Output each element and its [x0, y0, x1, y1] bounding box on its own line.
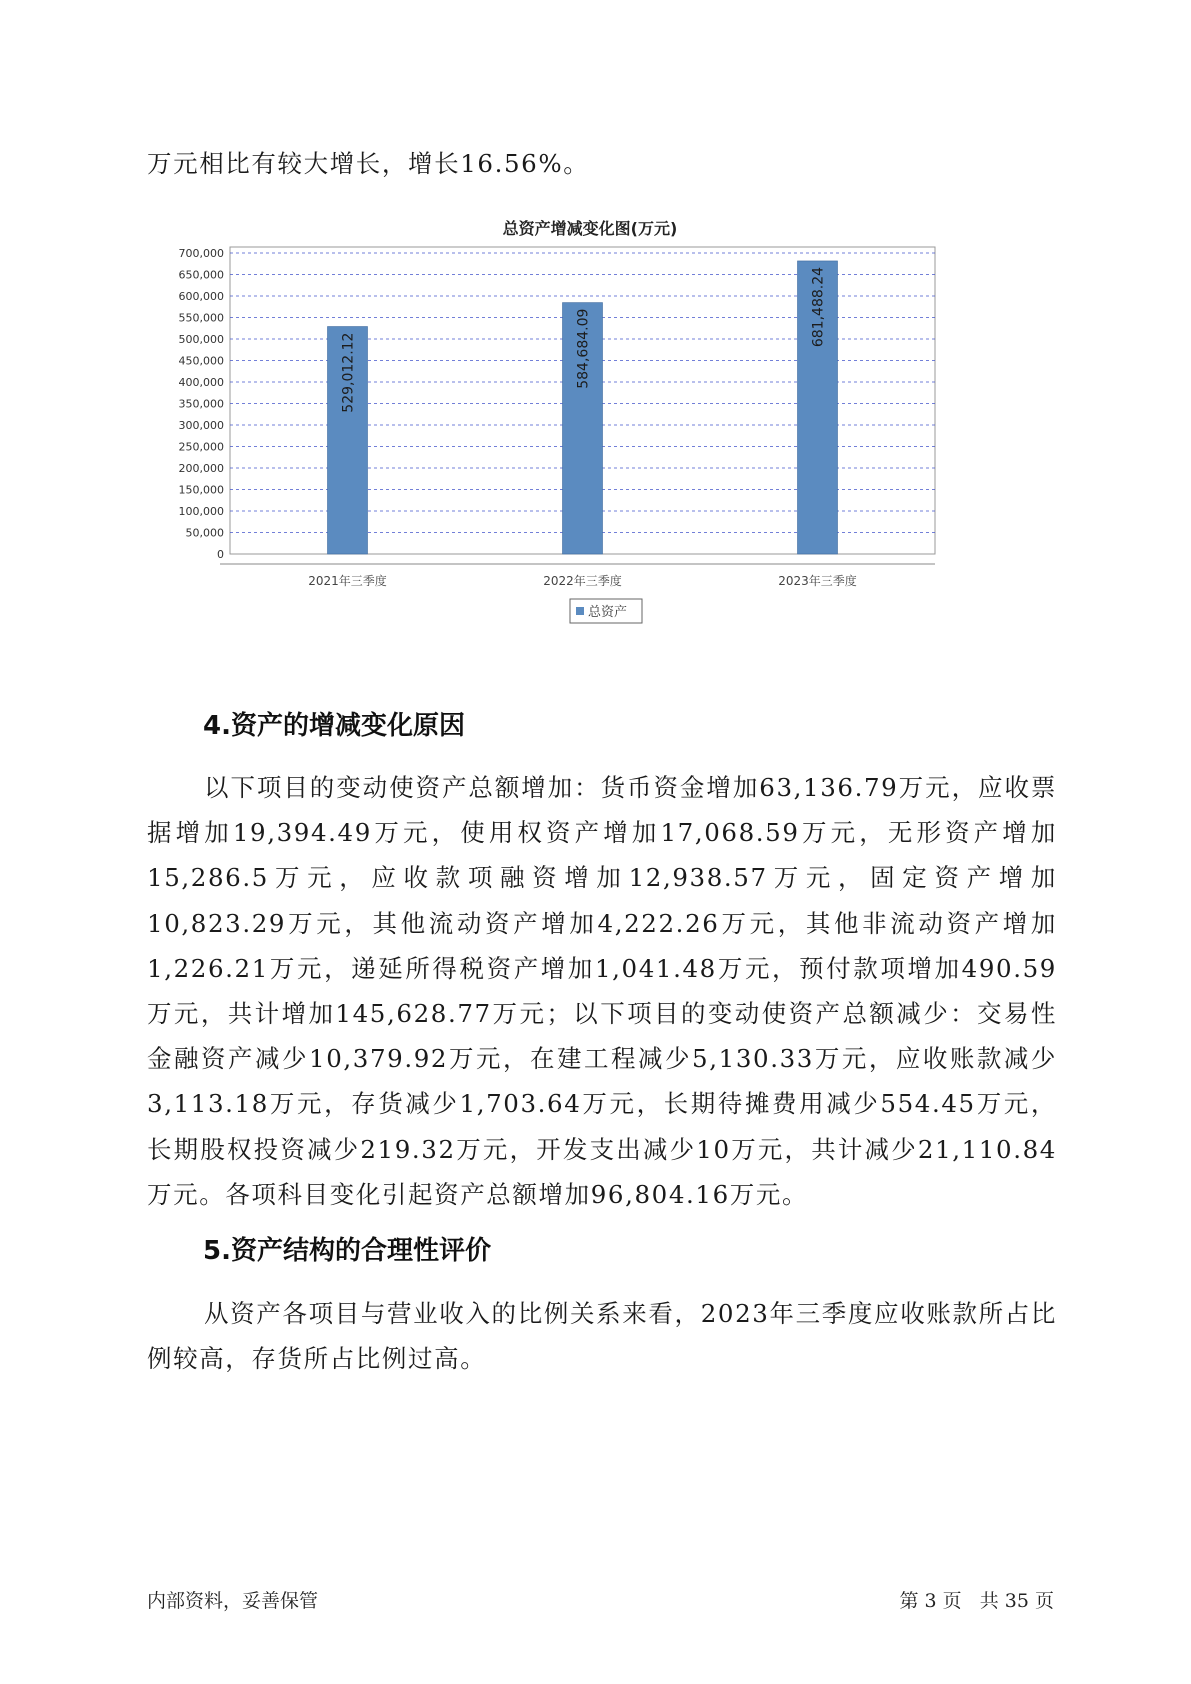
- y-tick-label: 700,000: [178, 247, 224, 260]
- y-tick-label: 350,000: [178, 397, 224, 411]
- y-tick-label: 150,000: [178, 483, 224, 497]
- y-tick-label: 250,000: [178, 440, 224, 454]
- legend-label: 总资产: [588, 605, 628, 620]
- x-tick-label: 2023年三季度: [778, 574, 857, 588]
- y-tick-label: 650,000: [178, 268, 224, 282]
- intro-paragraph: 万元相比有较大增长，增长16.56%。: [147, 149, 590, 178]
- chart-bars: [328, 261, 838, 554]
- x-axis-ticks: [308, 573, 857, 588]
- bar-value-label: 584,684.09: [575, 308, 592, 389]
- y-tick-label: 500,000: [178, 333, 224, 346]
- chart-legend: [570, 599, 642, 623]
- y-tick-label: 400,000: [178, 376, 224, 389]
- section-heading-4: 4.资产的增减变化原因: [203, 711, 465, 741]
- footer-page-number: 第 3 页 共 35 页: [899, 1590, 1054, 1612]
- total-assets-bar-chart: [150, 218, 1020, 680]
- y-tick-label: 450,000: [178, 354, 224, 368]
- y-tick-label: 50,000: [185, 526, 224, 540]
- y-tick-label: 300,000: [178, 419, 224, 432]
- y-tick-label: 200,000: [178, 462, 224, 475]
- y-tick-label: 100,000: [178, 505, 224, 518]
- x-tick-label: 2021年三季度: [308, 574, 387, 588]
- bar-value-label: 681,488.24: [810, 266, 827, 348]
- bar-value-label: 529,012.12: [340, 332, 357, 413]
- legend-swatch: [576, 607, 584, 615]
- x-tick-label: 2022年三季度: [543, 574, 622, 588]
- y-axis-ticks: [179, 247, 225, 561]
- section-paragraph-5: 从资产各项目与营业收入的比例关系来看，2023年三季度应收账款所占比例较高，存货所占比例过高。: [147, 1299, 1057, 1374]
- chart-title: 总资产增减变化图(万元): [502, 219, 678, 238]
- y-tick-label: 600,000: [178, 290, 224, 303]
- section-heading-5: 5.资产结构的合理性评价: [203, 1236, 491, 1266]
- footer-confidential-note: 内部资料，妥善保管: [147, 1590, 319, 1612]
- y-tick-label: 550,000: [178, 311, 224, 325]
- section-paragraph-4: 以下项目的变动使资产总额增加：货币资金增加63,136.79万元，应收票据增加19,394.49万元，使用权资产增加17,068.59万元，无形资产增加15,286.5万元，应收款项融资增加12,938.57万元，固定资产增加10,823.29万元，其他流动资产增加4,222.26万元，其他非流动资产增加1,226.21万元，递延所得税资产增加1,041.48万元，预付款项增加490.59万元，共计增加145,628.77万元；以下项目的变动使资产总额减少：交易性金融资产减少10,379.92万元，在建工程减少5,130.33万元，应收账款减少3,113.18万元，存货减少1,703.64万元，长期待摊费用减少554.45万元，长期股权投资减少219.32万元，开发支出减少10万元，共计减少21,110.84万元。各项科目变化引起资产总额增加96,804.16万元。: [147, 773, 1057, 1209]
- y-tick-label: 0: [217, 548, 224, 561]
